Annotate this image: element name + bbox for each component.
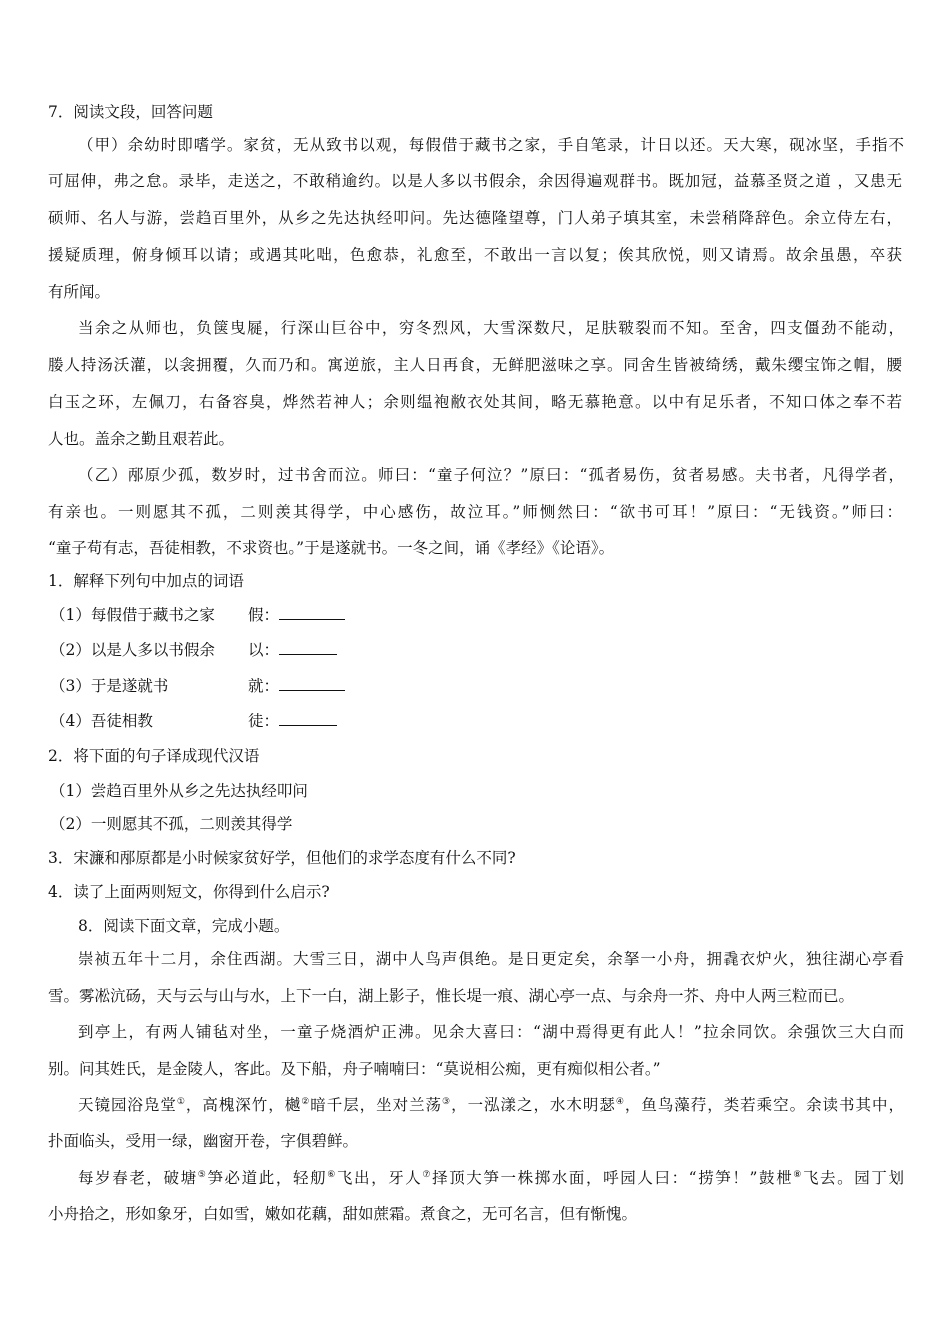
- q4-question: 4．读了上面两则短文，你得到什么启示?: [48, 883, 330, 901]
- passage-jia-line: 媵人持汤沃灌，以衾拥覆，久而乃和。寓逆旅，主人日再食，无鲜肥滋味之享。同舍生皆被绮绣，戴朱缨宝饰之帽，腰: [48, 356, 902, 374]
- q2-item: （1）尝趋百里外从乡之先达执经叩问: [50, 782, 308, 800]
- passage-jia-line: 白玉之环，左佩刀，右备容臭，烨然若神人；余则缊袍敝衣处其间，略无慕艳意。以中有足乐者，不知口体之奉不若: [48, 393, 902, 411]
- q1-item: （3）于是遂就书: [50, 677, 169, 695]
- passage-yi-line: （乙）邴原少孤，数岁时，过书舍而泣。师曰：“童子何泣？”原曰：“孤者易伤，贫者易感。夫书者，凡得学者，: [78, 466, 904, 484]
- passage-jia-line: 硕师、名人与游，尝趋百里外，从乡之先达执经叩问。先达德隆望尊，门人弟子填其室，未尝稍降辞色。余立侍左右，: [48, 209, 902, 227]
- q2-item: （2）一则愿其不孤，二则羡其得学: [50, 815, 293, 833]
- q1-item: （2）以是人多以书假余: [50, 641, 215, 659]
- q3-question: 3．宋濂和邴原都是小时候家贫好学，但他们的求学态度有什么不同?: [48, 849, 516, 867]
- answer-blank[interactable]: 徒：: [248, 710, 337, 732]
- passage-q8-line: 崇祯五年十二月，余住西湖。大雪三日，湖中人鸟声俱绝。是日更定矣，余拏一小舟，拥毳衣炉火，独往湖心亭看: [78, 950, 904, 968]
- passage-q8-line: 每岁春老，破塘⑤笋必道此，轻舠⑥飞出，牙人⑦择顶大笋一株掷水面，呼园人曰：“捞笋！”鼓枻⑧飞去。园丁划: [78, 1169, 904, 1187]
- passage-jia-line: 人也。盖余之勤且艰若此。: [48, 430, 235, 448]
- passage-yi-line: “童子苟有志，吾徒相教，不求资也。”于是遂就书。一冬之间，诵《孝经》《论语》。: [48, 539, 615, 557]
- answer-blank[interactable]: 就：: [248, 675, 345, 697]
- answer-blank[interactable]: 假：: [248, 604, 345, 626]
- answer-blank[interactable]: 以：: [248, 639, 337, 661]
- passage-q8-line: 天镜园浴凫堂①，高槐深竹，樾②暗千层，坐对兰荡③，一泓漾之，水木明瑟④，鱼鸟藻荇，类若乘空。余读书其中，: [78, 1096, 904, 1114]
- passage-q8-line: 扑面临头，受用一绿，幽窗开卷，字俱碧鲜。: [48, 1132, 359, 1150]
- passage-jia-line: 有所闻。: [48, 283, 111, 301]
- passage-q8-line: 雪。雾凇沆砀，天与云与山与水，上下一白，湖上影子，惟长堤一痕、湖心亭一点、与余舟一芥、舟中人两三粒而已。: [48, 987, 855, 1005]
- q7-heading: 7．阅读文段，回答问题: [48, 103, 213, 121]
- q1-title: 1．解释下列句中加点的词语: [48, 572, 244, 590]
- passage-q8-line: 别。问其姓氏，是金陵人，客此。及下船，舟子喃喃曰：“莫说相公痴，更有痴似相公者。”: [48, 1060, 661, 1078]
- q8-heading: 8．阅读下面文章，完成小题。: [78, 917, 290, 935]
- q1-item: （1）每假借于藏书之家: [50, 606, 215, 624]
- passage-yi-line: 有亲也。一则愿其不孤，二则羡其得学，中心感伤，故泣耳。”师恻然曰：“欲书可耳！”原曰：“无钱资。”师曰：: [48, 503, 902, 521]
- q1-item: （4）吾徒相教: [50, 712, 153, 730]
- passage-jia-line: （甲）余幼时即嗜学。家贫，无从致书以观，每假借于藏书之家，手自笔录，计日以还。天大寒，砚冰坚，手指不: [78, 136, 904, 154]
- passage-q8-line: 到亭上，有两人铺毡对坐，一童子烧酒炉正沸。见余大喜曰：“湖中焉得更有此人！”拉余同饮。余强饮三大白而: [78, 1023, 904, 1041]
- passage-jia-line: 当余之从师也，负箧曳屣，行深山巨谷中，穷冬烈风，大雪深数尺，足肤皲裂而不知。至舍，四支僵劲不能动，: [78, 319, 904, 337]
- passage-jia-line: 援疑质理，俯身倾耳以请；或遇其叱咄，色愈恭，礼愈至，不敢出一言以复；俟其欣悦，则又请焉。故余虽愚，卒获: [48, 246, 902, 264]
- passage-q8-line: 小舟拾之，形如象牙，白如雪，嫩如花藕，甜如蔗霜。煮食之，无可名言，但有惭愧。: [48, 1205, 638, 1223]
- passage-jia-line: 可屈伸，弗之怠。录毕，走送之，不敢稍逾约。以是人多以书假余，余因得遍观群书。既加冠，益慕圣贤之道 ，又患无: [48, 172, 902, 190]
- q2-title: 2．将下面的句子译成现代汉语: [48, 747, 260, 765]
